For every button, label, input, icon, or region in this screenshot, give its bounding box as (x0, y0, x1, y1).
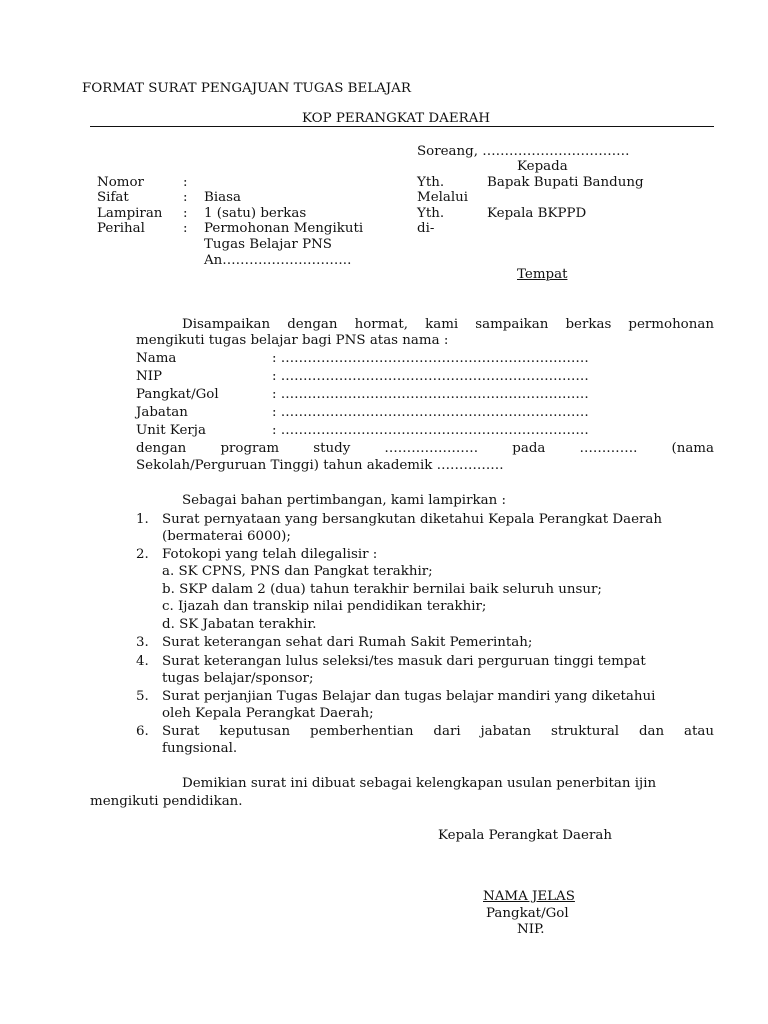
list-item: tugas belajar/sponsor; (162, 671, 314, 686)
intro-paragraph-line: mengikuti tugas belajar bagi PNS atas nama : (136, 333, 449, 348)
word: …………. (579, 441, 638, 456)
word: dari (433, 724, 461, 739)
word: Disampaikan (182, 317, 271, 332)
word: berkas (565, 317, 612, 332)
list-item: Surat perjanjian Tugas Belajar dan tugas belajar mandiri yang diketahui (162, 689, 656, 704)
word: ………………… (384, 441, 479, 456)
list-item (162, 723, 714, 740)
list-number: 2. (136, 547, 149, 562)
word: study (313, 441, 351, 456)
attachments-intro: Sebagai bahan pertimbangan, kami lampirkan : (182, 493, 506, 508)
letterhead-divider (90, 126, 714, 127)
word: dengan (136, 441, 187, 456)
list-number: 5. (136, 689, 149, 704)
field-label: Nama (136, 351, 177, 366)
word: Surat (162, 724, 200, 739)
field-value: : …………………………………………………………… (272, 351, 589, 366)
word: hormat, (354, 317, 409, 332)
recipient-name-1: Bapak Bupati Bandung (487, 175, 644, 190)
word: atau (683, 724, 714, 739)
place-date: Soreang, …………………………… (417, 144, 630, 159)
closing-paragraph-line: Demikian surat ini dibuat sebagai kelengkapan usulan penerbitan ijin (182, 776, 657, 791)
recipient-di: di- (417, 221, 435, 236)
word: keputusan (219, 724, 291, 739)
intro-paragraph-line (136, 316, 714, 333)
word: program (220, 441, 280, 456)
recipient-tempat: Tempat (517, 267, 568, 282)
closing-paragraph-line: mengikuti pendidikan. (90, 794, 243, 809)
word: kami (425, 317, 459, 332)
list-item: Surat pernyataan yang bersangkutan diketahui Kepala Perangkat Daerah (162, 512, 663, 527)
word: (nama (671, 441, 714, 456)
field-value: : …………………………………………………………… (272, 387, 589, 402)
recipient-name-2: Kepala BKPPD (487, 206, 587, 221)
letterhead-placeholder: KOP PERANGKAT DAERAH (302, 111, 491, 126)
document-title: FORMAT SURAT PENGAJUAN TUGAS BELAJAR (82, 81, 411, 96)
meta-nomor-label: Nomor (97, 175, 144, 190)
word: permohonan (628, 317, 714, 332)
list-number: 4. (136, 654, 149, 669)
meta-colon: : (183, 206, 188, 221)
field-label: Pangkat/Gol (136, 387, 219, 402)
word: dengan (287, 317, 338, 332)
word: struktural (551, 724, 620, 739)
meta-perihal-label: Perihal (97, 221, 145, 236)
recipient-yth-label-1: Yth. (417, 175, 445, 190)
list-subitem: b. SKP dalam 2 (dua) tahun terakhir bernilai baik seluruh unsur; (162, 582, 602, 597)
recipient-melalui: Melalui (417, 190, 469, 205)
field-label: NIP (136, 369, 163, 384)
word: jabatan (480, 724, 532, 739)
signature-rank: Pangkat/Gol (486, 906, 569, 921)
meta-colon: : (183, 221, 188, 236)
meta-perihal-line: Permohonan Mengikuti (204, 221, 364, 236)
signature-title: Kepala Perangkat Daerah (438, 828, 612, 843)
meta-colon: : (183, 175, 188, 190)
program-line: Sekolah/Perguruan Tinggi) tahun akademik …………… (136, 458, 504, 473)
field-value: : …………………………………………………………… (272, 369, 589, 384)
meta-sifat-value: Biasa (204, 190, 241, 205)
field-label: Unit Kerja (136, 423, 206, 438)
word: sampaikan (475, 317, 549, 332)
program-line (136, 440, 714, 457)
meta-perihal-line: Tugas Belajar PNS (204, 237, 332, 252)
list-subitem: a. SK CPNS, PNS dan Pangkat terakhir; (162, 564, 433, 579)
field-value: : …………………………………………………………… (272, 405, 589, 420)
word: dan (638, 724, 665, 739)
meta-lampiran-label: Lampiran (97, 206, 163, 221)
list-subitem: d. SK Jabatan terakhir. (162, 617, 317, 632)
meta-colon: : (183, 190, 188, 205)
list-number: 3. (136, 635, 149, 650)
list-number: 6. (136, 724, 149, 739)
list-item: oleh Kepala Perangkat Daerah; (162, 706, 374, 721)
list-item: (bermaterai 6000); (162, 529, 291, 544)
list-item: fungsional. (162, 741, 238, 756)
list-item: Surat keterangan lulus seleksi/tes masuk dari perguruan tinggi tempat (162, 654, 646, 669)
list-item: Surat keterangan sehat dari Rumah Sakit Pemerintah; (162, 635, 533, 650)
word: pada (512, 441, 546, 456)
field-value: : …………………………………………………………… (272, 423, 589, 438)
recipient-kepada: Kepada (517, 159, 568, 174)
field-label: Jabatan (136, 405, 188, 420)
list-number: 1. (136, 512, 149, 527)
signature-nip: NIP. (517, 922, 545, 937)
meta-perihal-line: An……………………….. (204, 253, 352, 268)
word: pemberhentian (310, 724, 414, 739)
signature-name: NAMA JELAS (483, 889, 575, 904)
list-item: Fotokopi yang telah dilegalisir : (162, 547, 378, 562)
list-subitem: c. Ijazah dan transkip nilai pendidikan terakhir; (162, 599, 487, 614)
meta-lampiran-value: 1 (satu) berkas (204, 206, 307, 221)
meta-sifat-label: Sifat (97, 190, 129, 205)
recipient-yth-label-2: Yth. (417, 206, 445, 221)
